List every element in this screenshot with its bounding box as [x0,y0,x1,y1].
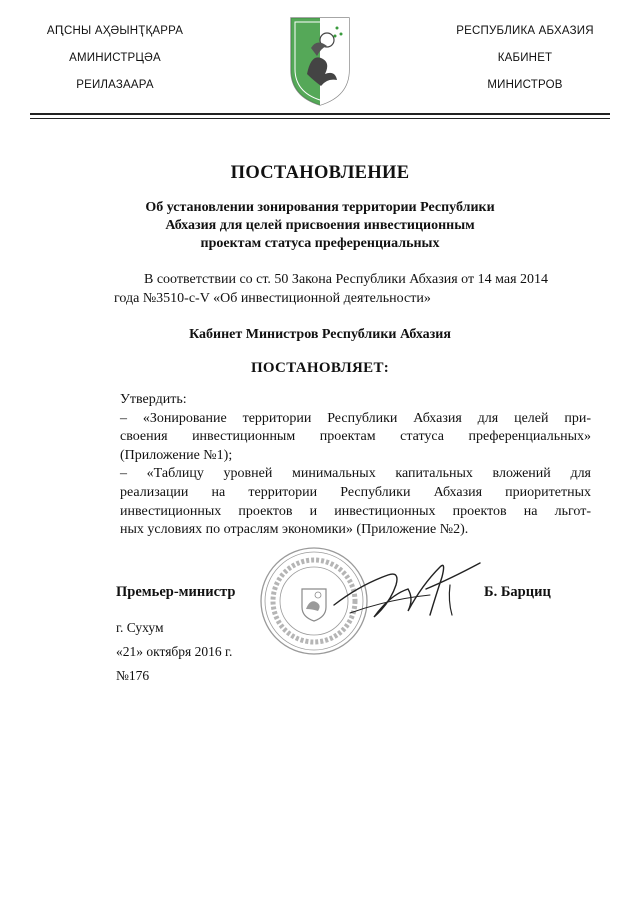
item2-line-1: – «Таблицу уровней минимальных капитальных вложений для [120,466,591,482]
header-right-russian [440,18,610,99]
signatory-position: Премьер-министр [116,584,236,600]
header-left-line-2: АМИНИСТРЦӘА [69,52,161,64]
item2-line-4: ных условиях по отраслям экономики» (Приложение №2). [120,522,469,538]
header-right-line-2: КАБИНЕТ [497,52,553,64]
document-footer [116,616,232,688]
header-left-line-3: РЕИЛАЗААРА [76,79,154,91]
header-right-line-3: МИНИСТРОВ [487,79,563,91]
state-emblem-icon [287,14,353,108]
handwritten-signature-icon [330,555,490,625]
subject-line-3: проектам статуса преференциальных [200,236,440,251]
header-left-line-1: АԤСНЫ АҲӘЫНҬҚАРРА [46,25,184,37]
item1-line-2: своения инвестиционным проектам статуса преференциальных» [120,429,591,445]
document-subject [120,199,520,253]
item1-line-3: (Приложение №1); [120,447,233,463]
subject-line-2: Абхазия для целей присвоения инвестиционным [165,218,475,233]
basis-line-1: В соответствии со ст. 50 Закона Республики Абхазия от 14 мая 2014 [144,272,549,287]
issuer-heading: Кабинет Министров Республики Абхазия [189,327,451,342]
header-right-line-1: РЕСПУБЛИКА АБХАЗИЯ [456,25,594,37]
item2-line-3: инвестиционных проектов и инвестиционных проектов на льгот- [120,503,591,519]
decree-body [120,391,591,540]
basis-line-2: года №3510-с-V «Об инвестиционной деятельности» [114,291,431,306]
document-type-title: ПОСТАНОВЛЕНИЕ [230,163,410,183]
footer-city: г. Сухум [116,620,164,635]
header-left-abkhaz [30,18,200,99]
footer-date: «21» октября 2016 г. [116,644,233,659]
decree-heading: ПОСТАНОВЛЯЕТ: [250,360,390,376]
legal-basis [114,270,594,308]
subject-line-1: Об установлении зонирования территории Республики [145,200,495,215]
footer-number: №176 [116,668,150,683]
item1-line-1: – «Зонирование территории Республики Абхазия для целей при- [120,410,591,426]
approve-label: Утвердить: [120,392,187,407]
item2-line-2: реализации на территории Республики Абхазия приоритетных [120,484,591,500]
signatory-name: Б. Барциц [484,584,551,600]
header-divider-thick [30,113,610,115]
header-divider-thin [30,118,610,119]
